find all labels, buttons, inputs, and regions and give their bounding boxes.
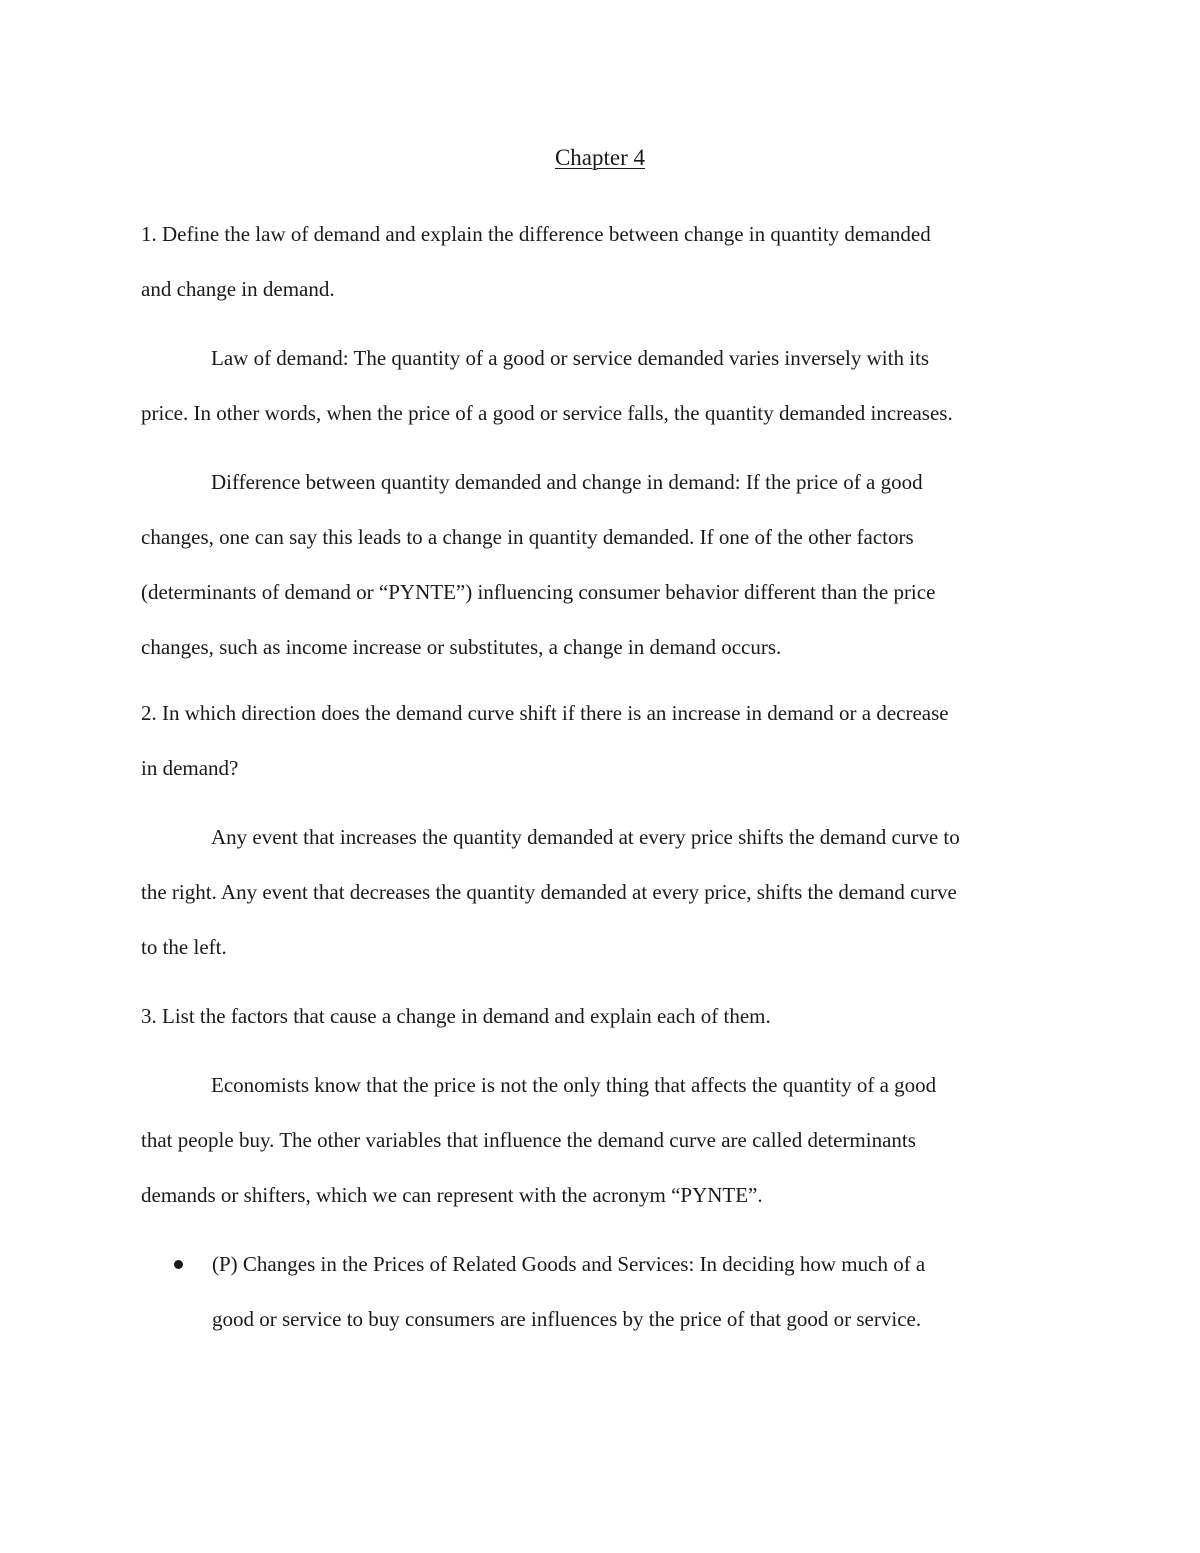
bullet-item-line: good or service to buy consumers are influences by the price of that good or service. (212, 1307, 922, 1331)
answer-1-law-of-demand (141, 331, 953, 441)
bullet-item-line: (P) Changes in the Prices of Related Goods and Services: In deciding how much of a (212, 1252, 926, 1276)
answer-1-difference (141, 455, 935, 675)
answer-3-line: Economists know that the price is not the only thing that affects the quantity of a good (211, 1073, 937, 1097)
question-1-line: and change in demand. (141, 277, 335, 301)
answer-1-diff-line: changes, one can say this leads to a change in quantity demanded. If one of the other factors (141, 525, 914, 549)
chapter-title-text: Chapter 4 (554, 145, 646, 170)
answer-1-law-line: Law of demand: The quantity of a good or service demanded varies inversely with its (211, 346, 930, 370)
question-1 (141, 207, 931, 317)
question-3 (141, 989, 771, 1044)
question-2-line: in demand? (141, 756, 239, 780)
answer-1-law-line: price. In other words, when the price of a good or service falls, the quantity demanded increases. (141, 401, 953, 425)
bullet-item-prices-related-goods (212, 1237, 925, 1347)
question-1-line: 1. Define the law of demand and explain the difference between change in quantity demanded (141, 222, 931, 246)
question-2 (141, 686, 949, 796)
chapter-title (0, 141, 1200, 175)
answer-1-diff-line: changes, such as income increase or substitutes, a change in demand occurs. (141, 635, 782, 659)
bullet-icon (174, 1260, 183, 1269)
answer-3 (141, 1058, 936, 1223)
answer-1-diff-line: (determinants of demand or “PYNTE”) influencing consumer behavior different than the price (141, 580, 936, 604)
answer-2-line: Any event that increases the quantity demanded at every price shifts the demand curve to (211, 825, 960, 849)
answer-3-line: demands or shifters, which we can represent with the acronym “PYNTE”. (141, 1183, 763, 1207)
answer-2-line: the right. Any event that decreases the quantity demanded at every price, shifts the demand curve (141, 880, 957, 904)
question-2-line: 2. In which direction does the demand curve shift if there is an increase in demand or a decrease (141, 701, 949, 725)
answer-2-line: to the left. (141, 935, 227, 959)
answer-2 (141, 810, 960, 975)
answer-3-line: that people buy. The other variables that influence the demand curve are called determinants (141, 1128, 916, 1152)
answer-1-diff-line: Difference between quantity demanded and change in demand: If the price of a good (211, 470, 923, 494)
question-3-line: 3. List the factors that cause a change in demand and explain each of them. (141, 1004, 771, 1028)
